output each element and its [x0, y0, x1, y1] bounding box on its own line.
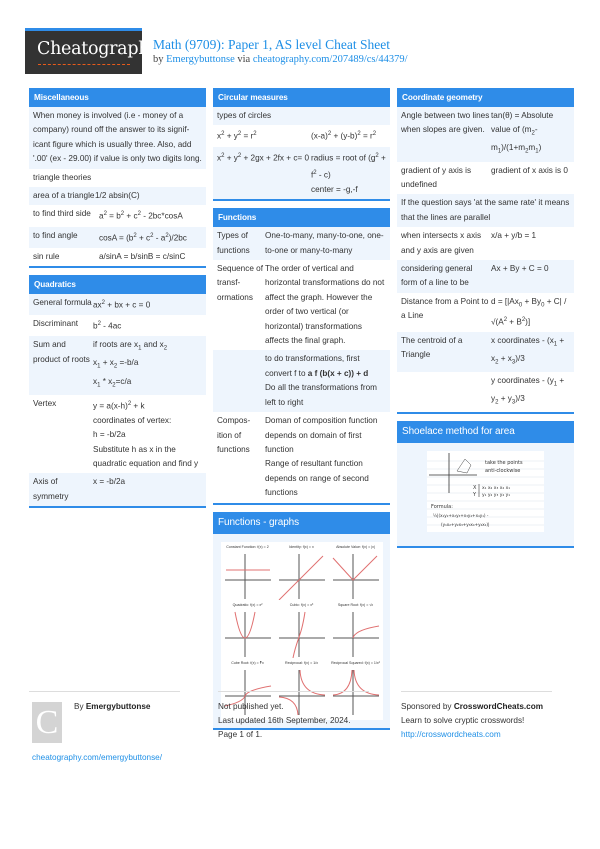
- page-count: Page 1 of 1.: [218, 730, 263, 739]
- footer-sponsor: [401, 691, 552, 742]
- table-row: The centroid of a Triangle x coordinates - $(x_1 + x_2 + x_3)/3$: [397, 332, 574, 372]
- table-row: to find third side $a^2 = b^2 + c^2 - 2bc*\cos A$: [33, 209, 183, 222]
- section-title: Functions - graphs: [213, 512, 390, 534]
- table-row: when intersects x axis and y axis are given x/a + y/b = 1: [401, 231, 537, 255]
- column-3: [397, 88, 574, 555]
- section-title: Coordinate geometry: [397, 88, 574, 107]
- table-row: Vertex $y = a(x-h)^2 + k$ coordinates of vertex: h = -b/2a Substitute h as x in the quadratic equation and find y: [33, 398, 199, 468]
- sponsor-tagline: Learn to solve cryptic crosswords!: [401, 716, 525, 725]
- title-block: [153, 37, 408, 65]
- section-functions: [213, 208, 390, 504]
- footer-author-name[interactable]: Emergybuttonse: [85, 702, 151, 711]
- table-row: Types of functions One-to-many, many-to-one, one-to-one or many-to-many: [213, 227, 390, 260]
- logo-underline: [38, 64, 130, 65]
- table-row: General formula $ax^2$ + bx + c = 0: [29, 294, 206, 315]
- footer-status: [218, 691, 369, 742]
- section-title: Functions: [213, 208, 390, 227]
- svg-text:Formula:: Formula:: [431, 504, 453, 511]
- graph-identity: Identity: f(x) = x: [275, 544, 329, 602]
- publish-status: Not published yet.: [218, 702, 284, 711]
- table-row: Sequence of transf-ormations The order of vertical and horizontal transformations do not affect the graph. However the order of two vertical (or horizontal) transformations affects the final graph.: [217, 264, 385, 346]
- sponsored-label: Sponsored by: [401, 702, 452, 711]
- by-label: By: [74, 702, 84, 711]
- graph-reciprocal-squared: Reciprocal Squared: f(x) = 1/x²: [329, 660, 383, 718]
- table-row: $x^2 + y^2 + 2gx + 2fx + c= 0$ radius = root of $(g^2 + f^2 - c)$ center = -g,-f: [213, 147, 390, 200]
- graph-cube-root: Cube Root: f(x) = ∛x: [221, 660, 275, 718]
- table-row: area of a triangle 1/2 absin(C): [29, 187, 206, 205]
- table-row: Distance from a Point to a Line $d = [|Ax_0 + By_0 + C| / √(A^2 + B^2)]$: [401, 296, 567, 327]
- graph-cubic: Cubic: f(x) = x³: [275, 602, 329, 660]
- author-link[interactable]: Emergybuttonse: [166, 54, 235, 65]
- graph-square-root: Square Root: f(x) = √x: [329, 602, 383, 660]
- page-title[interactable]: Math (9709): Paper 1, AS level Cheat Sheet: [153, 37, 390, 52]
- circ-heading: types of circles: [213, 107, 390, 125]
- svg-text:y₁ y₂ y₃ y₄ y₁: y₁ y₂ y₃ y₄ y₁: [482, 493, 511, 499]
- svg-text:take the points: take the points: [485, 460, 523, 467]
- misc-tri-heading: triangle theories: [33, 172, 92, 182]
- table-row: Compos-ition of functions Doman of composition function depends on domain of first function Range of resultant function depends on range of second functions: [217, 416, 378, 498]
- table-row: considering general form of a line to be Ax + By + C = 0: [397, 260, 574, 293]
- section-miscellaneous: [29, 88, 206, 268]
- via-text: via: [237, 54, 251, 65]
- byline: [153, 54, 408, 65]
- page-header: [25, 28, 585, 75]
- svg-text:½|(x₁y₂+x₂y₃+x₃y₄+x₄y₁) -: ½|(x₁y₂+x₂y₃+x₃y₄+x₄y₁) -: [433, 513, 489, 519]
- sponsor-link[interactable]: http://crosswordcheats.com: [401, 730, 501, 739]
- column-2: [213, 88, 390, 737]
- svg-text:X: X: [473, 485, 477, 492]
- section-title: Miscellaneous: [29, 88, 206, 107]
- table-row: to find angle $\cos A = (b^2 + c^2 - a^2)/2bc$: [29, 227, 206, 248]
- svg-text:(y₁x₂+y₂x₃+y₃x₄+y₄x₁)|: (y₁x₂+y₂x₃+y₃x₄+y₄x₁)|: [441, 522, 490, 528]
- svg-text:anti-clockwise: anti-clockwise: [485, 468, 521, 475]
- section-title: Shoelace method for area: [397, 421, 574, 443]
- by-prefix: by: [153, 54, 164, 65]
- table-row: $x^2 + y^2 = r^2$ $(x-a)^2 + (y-b)^2 = r^2$: [217, 131, 377, 142]
- table-row: to do transformations, first convert f to a f (b(x + c)) + d Do all the transformations from left to right: [213, 350, 390, 412]
- section-shoelace: [397, 421, 574, 548]
- last-updated: Last updated 16th September, 2024.: [218, 716, 351, 725]
- avatar[interactable]: C: [32, 702, 62, 743]
- graph-quadratic: Quadratic: f(x) = x²: [221, 602, 275, 660]
- section-coordinate-geometry: [397, 88, 574, 414]
- sheet-url-link[interactable]: cheatography.com/207489/cs/44379/: [252, 54, 408, 65]
- table-row: Axis of symmetry x = -b/2a: [29, 473, 206, 506]
- table-row: Sum and product of roots if roots are $x_1$ and $x_2$ $x_1 + x_2 =-b/a$ $x_1 * x_2=c/a$: [29, 336, 206, 394]
- section-title: Quadratics: [29, 275, 206, 294]
- shoelace-image: [427, 451, 544, 532]
- svg-text:Y: Y: [473, 492, 477, 499]
- section-quadratics: [29, 275, 206, 508]
- table-row: Angle between two lines when slopes are given. tan(θ) = Absolute value of $(m_2-m_1)/(1+m_2m_1)$: [397, 107, 574, 162]
- column-1: [29, 88, 206, 515]
- misc-note: When money is involved (i.e - money of a company) round off the answer to its signif-icant figure which is usually three. Also, add '.00' (ex - 29.00) if value is only two digits long.: [29, 107, 206, 169]
- table-row: y coordinates - $(y_1 + y_2 + y_3)/3$: [491, 376, 565, 406]
- graph-reciprocal: Reciprocal: f(x) = 1/x: [275, 660, 329, 718]
- profile-link[interactable]: cheatography.com/emergybuttonse/: [32, 753, 163, 762]
- logo-text: Cheatography: [37, 39, 159, 59]
- table-row: sin rule a/sinA = b/sinB = c/sinC: [33, 251, 186, 261]
- section-circular-measures: [213, 88, 390, 201]
- footer-author: [29, 691, 180, 771]
- table-row: Discriminant $b^2 - 4ac$: [33, 319, 122, 331]
- section-title: Circular measures: [213, 88, 390, 107]
- svg-text:x₁ x₂ x₃ x₄ x₁: x₁ x₂ x₃ x₄ x₁: [482, 486, 511, 492]
- sponsor-name: CrosswordCheats.com: [453, 702, 543, 711]
- table-row: If the question says 'at the same rate' it means that the lines are parallel: [397, 194, 574, 227]
- graph-absolute: Absolute Value: f(x) = |x|: [329, 544, 383, 602]
- graph-constant: Constant Function: f(x) = 2: [226, 544, 269, 549]
- table-row: gradient of y axis is undefined gradient of x axis is 0: [401, 165, 568, 189]
